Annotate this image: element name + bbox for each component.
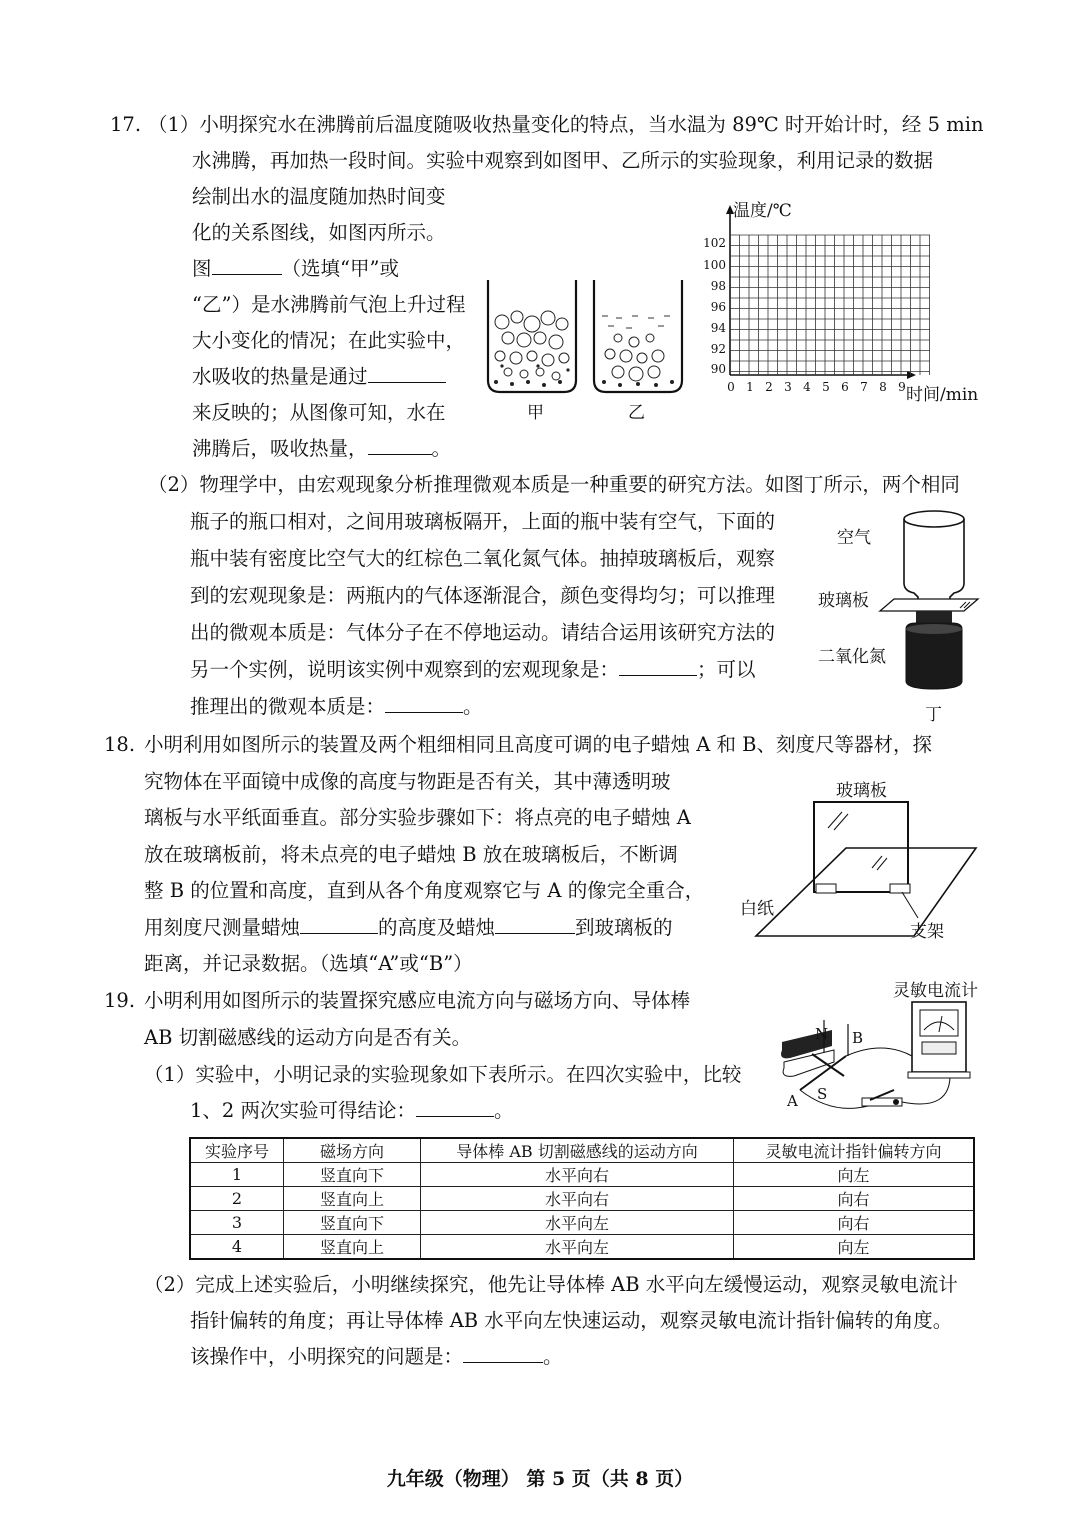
q19-period-2: 。 [543, 1345, 563, 1368]
x-tick-4: 4 [803, 380, 811, 394]
temperature-time-grid [700, 205, 980, 400]
q19-p2-line1: （2）完成上述实验后，小明继续探究，他先让导体棒 AB 水平向左缓慢运动，观察灵敏电流计 [144, 1273, 958, 1296]
q19-blank-1[interactable] [416, 1094, 494, 1117]
q18-blank-1[interactable] [300, 911, 378, 934]
mirror-glass-label: 玻璃板 [836, 781, 887, 801]
cell-motion: 水平向右 [421, 1163, 734, 1187]
y-tick-100: 100 [703, 258, 726, 272]
q19-question-text: 该操作中，小明探究的问题是： [190, 1345, 464, 1368]
q17-blank-5[interactable] [385, 690, 463, 713]
q17-p2-line2: 瓶子的瓶口相对，之间用玻璃板隔开，上面的瓶中装有空气，下面的 [190, 510, 776, 533]
q18-line7: 距离，并记录数据。（选填“A”或“B”） [144, 952, 473, 975]
q17-p1-line7: 大小变化的情况；在此实验中， [192, 329, 466, 352]
q17-period: 。 [431, 437, 452, 460]
q17-p1-line1: （1）小明探究水在沸腾前后温度随吸收热量变化的特点，当水温为 89℃ 时开始计时，经 5 min [148, 113, 984, 136]
q17-p1-line2: 水沸腾，再加热一段时间。实验中观察到如图甲、乙所示的实验现象，利用记录的数据 [192, 149, 934, 172]
cell-motion: 水平向左 [421, 1235, 734, 1260]
y-tick-102: 102 [703, 236, 726, 250]
q17-blank-3[interactable] [368, 432, 432, 455]
x-tick-9: 9 [898, 380, 906, 394]
q17-p1-line3: 绘制出水的温度随加热时间变 [192, 185, 446, 208]
y-tick-92: 92 [710, 342, 726, 356]
y-tick-96: 96 [710, 300, 726, 314]
cell-trial: 3 [190, 1211, 284, 1235]
q17-p1-line8 [192, 359, 446, 395]
x-tick-0: 0 [727, 380, 735, 394]
q18-blank-2[interactable] [495, 911, 575, 934]
table-header-row [190, 1138, 974, 1163]
galvanometer [908, 1002, 970, 1078]
conductor-a-label: A [787, 1092, 798, 1110]
bottle-fig-label: 丁 [925, 705, 942, 725]
cell-trial: 2 [190, 1187, 284, 1211]
q18-height-text: 的高度及蜡烛 [378, 916, 496, 939]
mirror-stand-label: 支架 [910, 922, 944, 942]
y-tick-98: 98 [710, 279, 726, 293]
cell-field: 竖直向下 [284, 1211, 421, 1235]
q17-period-2: 。 [463, 695, 483, 718]
meter-label: 灵敏电流计 [893, 981, 978, 1001]
q18-line5: 整 B 的位置和高度，直到从各个角度观察它与 A 的像完全重合， [144, 879, 705, 902]
x-tick-6: 6 [841, 380, 849, 394]
q18-line4: 放在玻璃板前，将未点亮的电子蜡烛 B 放在玻璃板后，不断调 [144, 843, 678, 866]
table-row [190, 1163, 974, 1187]
induction-figure [772, 990, 982, 1120]
q17-micro-text: 推理出的微观本质是： [190, 695, 386, 718]
q17-choice-hint: （选填“甲”或 [281, 257, 399, 280]
conductor-b-label: B [852, 1029, 864, 1047]
lower-bottle [906, 611, 962, 689]
cell-trial: 1 [190, 1163, 284, 1187]
bottle-air-label: 空气 [837, 528, 871, 548]
q17-blank-2[interactable] [368, 360, 446, 383]
q19-line4 [190, 1093, 514, 1129]
cell-deflection: 向右 [734, 1187, 975, 1211]
q17-number: 17. [110, 113, 142, 136]
mirror-paper-label: 白纸 [740, 899, 774, 919]
magnet-n-label: N [815, 1025, 829, 1043]
q17-p2-line6 [190, 652, 756, 688]
y-tick-94: 94 [710, 321, 726, 335]
table-row [190, 1235, 974, 1260]
q17-macro-text: 另一个实例，说明该实例中观察到的宏观现象是： [190, 658, 620, 681]
experiment-table [189, 1137, 975, 1260]
q19-number: 19. [104, 989, 136, 1012]
q17-p1-line9: 来反映的；从图像可知，水在 [192, 401, 446, 424]
q18-line3: 璃板与水平纸面垂直。部分实验步骤如下：将点亮的电子蜡烛 A [144, 806, 691, 829]
cell-trial: 4 [190, 1235, 284, 1260]
q17-blank-1[interactable] [212, 252, 282, 275]
q17-p2-line1: （2）物理学中，由宏观现象分析推理微观本质是一种重要的研究方法。如图丁所示，两个相同 [148, 473, 960, 496]
q18-line6 [144, 910, 673, 946]
cell-deflection: 向左 [734, 1235, 975, 1260]
cell-field: 竖直向上 [284, 1235, 421, 1260]
mirror-setup-figure [750, 790, 980, 940]
cell-deflection: 向右 [734, 1211, 975, 1235]
x-tick-2: 2 [765, 380, 773, 394]
header-trial: 实验序号 [190, 1138, 284, 1163]
q17-p1-line10 [192, 431, 451, 467]
q17-then-text: ；可以 [697, 658, 756, 681]
horseshoe-magnet [781, 1030, 844, 1076]
q17-fig-label: 图 [192, 257, 212, 280]
q18-line1: 小明利用如图所示的装置及两个粗细相同且高度可调的电子蜡烛 A 和 B、刻度尺等器材，探 [144, 733, 933, 756]
q19-blank-2[interactable] [463, 1340, 543, 1363]
y-tick-90: 90 [710, 362, 726, 376]
q19-line3: （1）实验中，小明记录的实验现象如下表所示。在四次实验中，比较 [144, 1063, 742, 1086]
q19-period-1: 。 [494, 1099, 514, 1122]
cell-field: 竖直向下 [284, 1163, 421, 1187]
glass-plate [880, 599, 978, 611]
table-row [190, 1211, 974, 1235]
beaker-yi-label: 乙 [628, 403, 645, 423]
cell-field: 竖直向上 [284, 1187, 421, 1211]
cell-motion: 水平向左 [421, 1211, 734, 1235]
graph-xlabel: 时间/min [906, 385, 979, 405]
q17-p2-line7 [190, 689, 483, 725]
beakers-figure [482, 272, 692, 422]
bottles-figure [870, 505, 982, 695]
q19-line2: AB 切割磁感线的运动方向是否有关。 [144, 1026, 472, 1049]
cell-motion: 水平向右 [421, 1187, 734, 1211]
q17-p1-line4: 化的关系图线，如图丙所示。 [192, 221, 446, 244]
q17-p2-line4: 到的宏观现象是：两瓶内的气体逐渐混合，颜色变得均匀；可以推理 [190, 584, 776, 607]
table-row [190, 1187, 974, 1211]
header-deflection: 灵敏电流计指针偏转方向 [734, 1138, 975, 1163]
x-tick-8: 8 [879, 380, 887, 394]
header-motion: 导体棒 AB 切割磁感线的运动方向 [421, 1138, 734, 1163]
page-footer: 九年级（物理） 第 5 页（共 8 页） [386, 1468, 694, 1490]
q19-p2-line3 [190, 1339, 563, 1375]
q17-boil-text: 沸腾后，吸收热量， [192, 437, 368, 460]
q19-p2-line2: 指针偏转的角度；再让导体棒 AB 水平向左快速运动，观察灵敏电流计指针偏转的角度。 [190, 1309, 953, 1332]
beaker-yi [594, 280, 682, 392]
magnet-s-label: S [817, 1085, 828, 1103]
cell-deflection: 向左 [734, 1163, 975, 1187]
switch [862, 1090, 902, 1106]
q18-line2: 究物体在平面镜中成像的高度与物距是否有关，其中薄透明玻 [144, 770, 671, 793]
bottle-glass-label: 玻璃板 [818, 591, 869, 611]
graph-ylabel: 温度/℃ [733, 201, 792, 221]
q17-p1-line6: “乙”）是水沸腾前气泡上升过程 [192, 293, 466, 316]
q17-p1-line5 [192, 251, 399, 287]
x-tick-1: 1 [746, 380, 754, 394]
q17-blank-4[interactable] [619, 653, 697, 676]
q17-heat-text: 水吸收的热量是通过 [192, 365, 368, 388]
q18-dist-text: 到玻璃板的 [575, 916, 673, 939]
q19-line1: 小明利用如图所示的装置探究感应电流方向与磁场方向、导体棒 [144, 989, 691, 1012]
q18-measure-text: 用刻度尺测量蜡烛 [144, 916, 301, 939]
upper-bottle [904, 511, 964, 605]
beaker-jia-label: 甲 [527, 403, 544, 423]
beaker-jia [488, 280, 576, 392]
bottle-no2-label: 二氧化氮 [818, 647, 886, 667]
x-tick-5: 5 [822, 380, 830, 394]
x-tick-3: 3 [784, 380, 792, 394]
q19-compare-text: 1、2 两次实验可得结论： [190, 1099, 417, 1122]
x-tick-7: 7 [860, 380, 868, 394]
q17-p2-line5: 出的微观本质是：气体分子在不停地运动。请结合运用该研究方法的 [190, 621, 776, 644]
header-field: 磁场方向 [284, 1138, 421, 1163]
q18-number: 18. [104, 733, 136, 756]
q17-p2-line3: 瓶中装有密度比空气大的红棕色二氧化氮气体。抽掉玻璃板后，观察 [190, 547, 776, 570]
